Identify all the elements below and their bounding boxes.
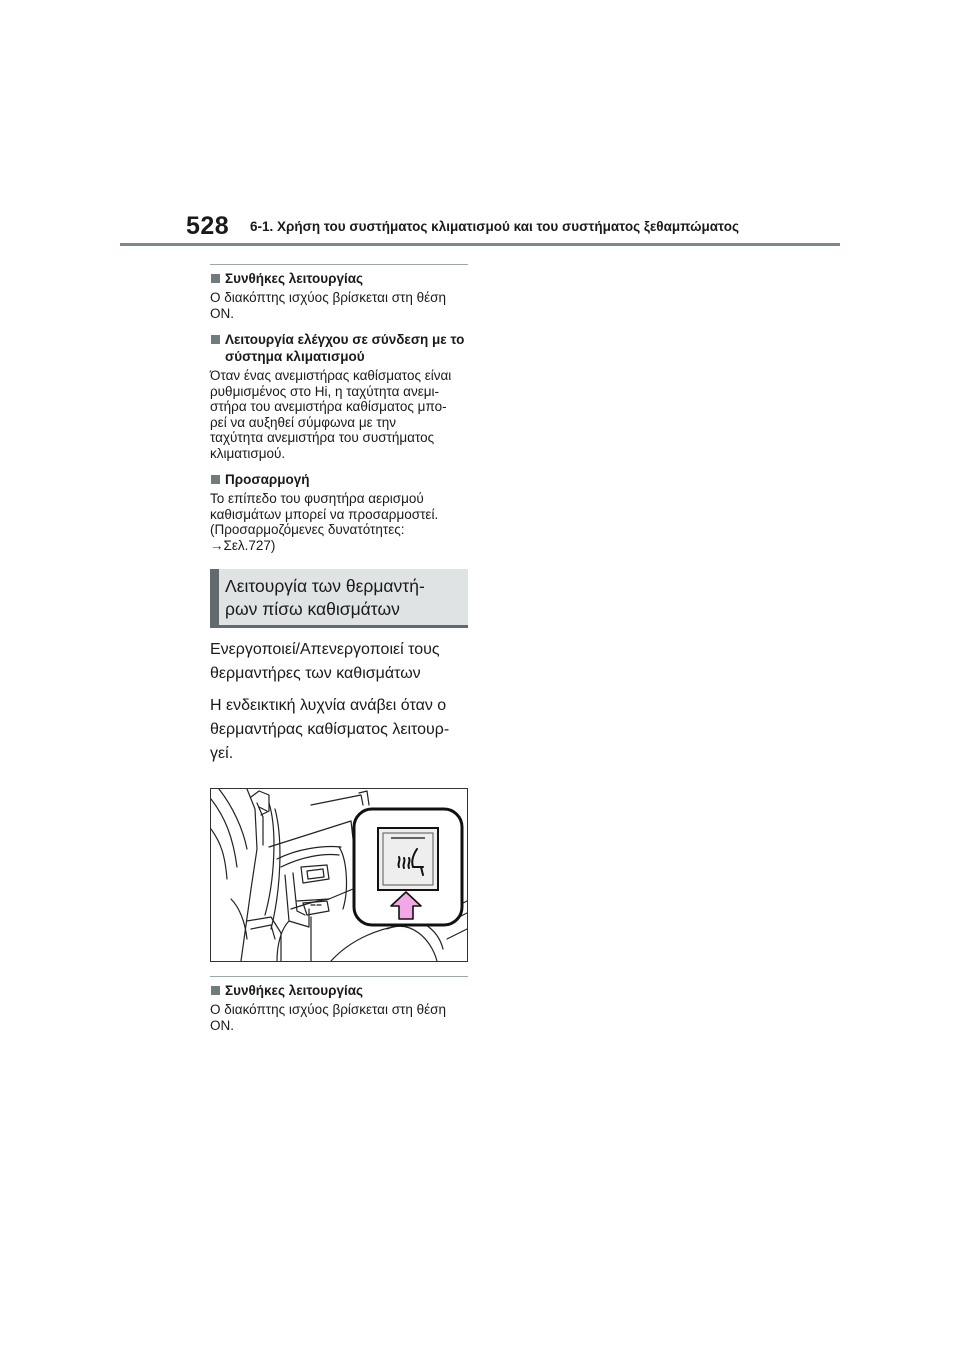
square-bullet-icon [211, 335, 220, 344]
rear-heaters-paragraph-1: Ενεργοποιεί/Απενεργοποιεί τους θερμαντήρες των καθισμάτων [210, 641, 440, 682]
square-bullet-icon [211, 274, 220, 283]
section-title-bar [210, 569, 219, 625]
subheading-operating-conditions: Συνθήκες λειτουργίας [210, 270, 470, 287]
page-header [0, 0, 960, 250]
customization-text: Το επίπεδο του φυσητήρα αερισμού καθισμάτων μπορεί να προσαρμοστεί. (Προσαρμοζόμενες δυνατότητες: →Σελ.727) [210, 491, 439, 553]
operating-conditions-text: Ο διακόπτης ισχύος βρίσκεται στη θέση ON. [210, 290, 446, 321]
rear-console-drawing [211, 789, 467, 961]
subheading-customization: Προσαρμογή [210, 471, 470, 488]
operating-conditions-2-text: Ο διακόπτης ισχύος βρίσκεται στη θέση ON. [210, 1002, 446, 1033]
rear-seat-heater-illustration [210, 788, 468, 962]
square-bullet-icon [211, 475, 220, 484]
square-bullet-icon [211, 986, 220, 995]
page-number: 528 [186, 212, 230, 240]
section-title: Λειτουργία των θερμαντή- ρων πίσω καθισμάτων [225, 576, 425, 619]
header-divider [120, 243, 840, 246]
subheading-operating-conditions-2: Συνθήκες λειτουργίας [210, 982, 470, 999]
rear-heaters-paragraph-2: Η ενδεικτική λυχνία ανάβει όταν ο θερμαντήρας καθίσματος λειτουρ- γεί. [210, 697, 450, 762]
chapter-title: 6-1. Χρήση του συστήματος κλιματισμού και του συστήματος ξεθαμπώματος [250, 219, 739, 234]
section-title-box [210, 569, 468, 628]
linked-control-text: Όταν ένας ανεμιστήρας καθίσματος είναι ρυθμισμένος στο Hi, η ταχύτητα ανεμι- στήρα του ανεμιστήρα καθίσματος μπο- ρεί να αυξηθεί σύμφωνα με την ταχύτητα ανεμιστήρα του συστήματος κλιματισμού. [210, 368, 452, 461]
subheading-linked-control: Λειτουργία ελέγχου σε σύνδεση με το σύστημα κλιματισμού [210, 331, 470, 365]
content-column [210, 264, 470, 1033]
